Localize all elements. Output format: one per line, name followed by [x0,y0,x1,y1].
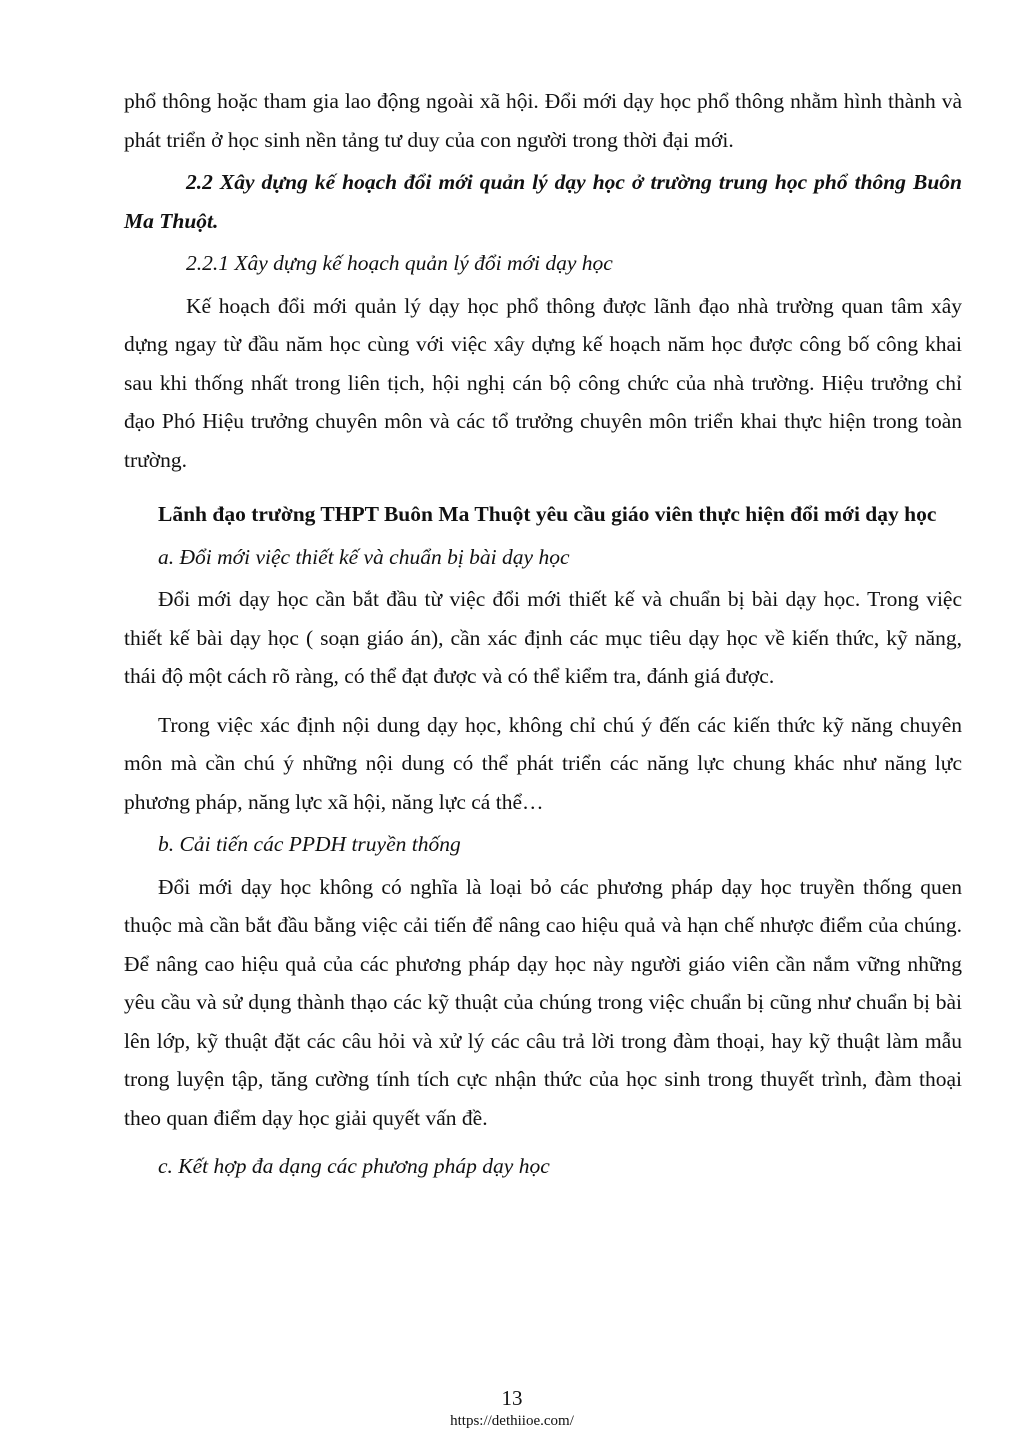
subheading-a: a. Đổi mới việc thiết kế và chuẩn bị bài dạy học [158,544,570,569]
subheading-c: c. Kết hợp đa dạng các phương pháp dạy học [158,1154,550,1178]
paragraph-design: Đổi mới dạy học cần bắt đầu từ việc đổi mới thiết kế và chuẩn bị bài dạy học. Trong việc thiết kế bài dạy học ( soạn giáo án), cần xác định các mục tiêu dạy học về kiến thức, kỹ năng, thái độ một cách rõ ràng, có thể đạt được và có thể kiểm tra, đánh giá được. [124,587,962,688]
paragraph-intro: phổ thông hoặc tham gia lao động ngoài xã hội. Đổi mới dạy học phổ thông nhằm hình thành và phát triển ở học sinh nền tảng tư duy của con người trong thời đại mới. [124,89,962,152]
footer-url: https://dethiioe.com/ [450,1413,574,1429]
subheading-b: b. Cải tiến các PPDH truyền thống [158,832,461,856]
heading-2-2-1: 2.2.1 Xây dựng kế hoạch quản lý đổi mới dạy học [186,251,613,275]
page-number: 13 [501,1386,523,1410]
heading-2-2: 2.2 Xây dựng kế hoạch đổi mới quản lý dạy học ở trường trung học phổ thông Buôn Ma Thuột. [124,170,962,233]
paragraph-plan: Kế hoạch đổi mới quản lý dạy học phổ thông được lãnh đạo nhà trường quan tâm xây dựng ngay từ đầu năm học cùng với việc xây dựng kế hoạch năm học được công bố công khai sau khi thống nhất trong liên tịch, hội nghị cán bộ công chức của nhà trường. Hiệu trưởng chỉ đạo Phó Hiệu trưởng chuyên môn và các tổ trưởng chuyên môn triển khai thực hiện trong toàn trường. [124,293,962,472]
paragraph-traditional: Đổi mới dạy học không có nghĩa là loại bỏ các phương pháp dạy học truyền thống quen thuộc mà cần bắt đầu bằng việc cải tiến để nâng cao hiệu quả và hạn chế nhược điểm của chúng. Để nâng cao hiệu quả của các phương pháp dạy học này người giáo viên cần nắm vững những yêu cầu và sử dụng thành thạo các kỹ thuật của chúng trong việc chuẩn bị cũng như chuẩn bị bài lên lớp, kỹ thuật đặt các câu hỏi và xử lý các câu trả lời trong đàm thoại, hay kỹ thuật làm mẫu trong luyện tập, tăng cường tính tích cực nhận thức của học sinh trong thuyết trình, đàm thoại theo quan điểm dạy học giải quyết vấn đề. [124,874,962,1130]
bold-heading-leadership: Lãnh đạo trường THPT Buôn Ma Thuột yêu cầu giáo viên thực hiện đổi mới dạy học [158,502,937,526]
paragraph-content: Trong việc xác định nội dung dạy học, không chỉ chú ý đến các kiến thức kỹ năng chuyên môn mà cần chú ý những nội dung có thể phát triển các năng lực chung khác như năng lực phương pháp, năng lực xã hội, năng lực cá thể… [124,712,962,814]
document-body [124,82,962,1186]
